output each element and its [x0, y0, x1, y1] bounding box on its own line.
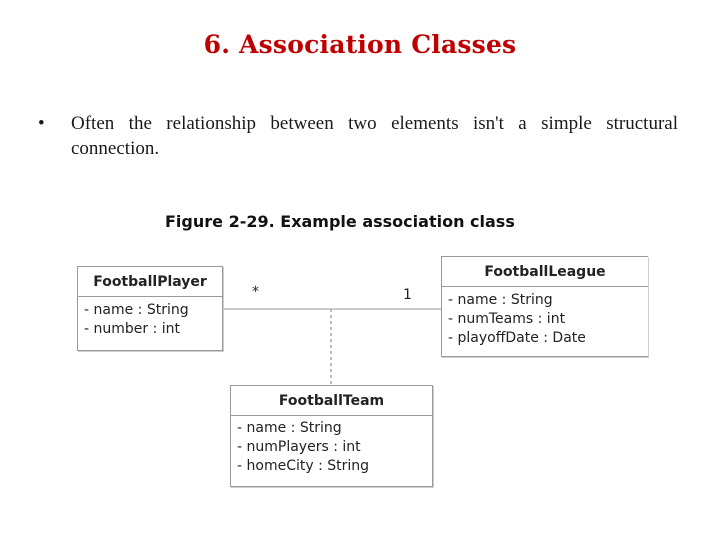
- bullet-text: Often the relationship between two elements isn't a simple structural connection.: [71, 113, 678, 159]
- multiplicity-player-end: *: [252, 284, 259, 300]
- class-football-league: [441, 256, 648, 357]
- attribute: - name : String: [448, 292, 553, 308]
- class-name: FootballTeam: [231, 386, 432, 416]
- slide-title: 6. Association Classes: [203, 30, 517, 59]
- class-football-team: [230, 385, 433, 487]
- class-name: FootballPlayer: [78, 267, 222, 297]
- attribute: - name : String: [237, 420, 342, 436]
- class-name: FootballLeague: [442, 257, 648, 287]
- attribute: - name : String: [84, 302, 189, 318]
- class-attributes: [442, 287, 648, 356]
- bullet-icon: •: [38, 113, 45, 134]
- class-football-player: [77, 266, 223, 351]
- attribute: - numPlayers : int: [237, 439, 361, 455]
- multiplicity-league-end: 1: [403, 287, 412, 303]
- figure-caption: Figure 2-29. Example association class: [165, 212, 515, 231]
- class-attributes: [231, 416, 432, 486]
- attribute: - number : int: [84, 321, 181, 337]
- attribute: - numTeams : int: [448, 311, 566, 327]
- class-attributes: [78, 297, 222, 350]
- attribute: - playoffDate : Date: [448, 330, 586, 346]
- attribute: - homeCity : String: [237, 458, 370, 474]
